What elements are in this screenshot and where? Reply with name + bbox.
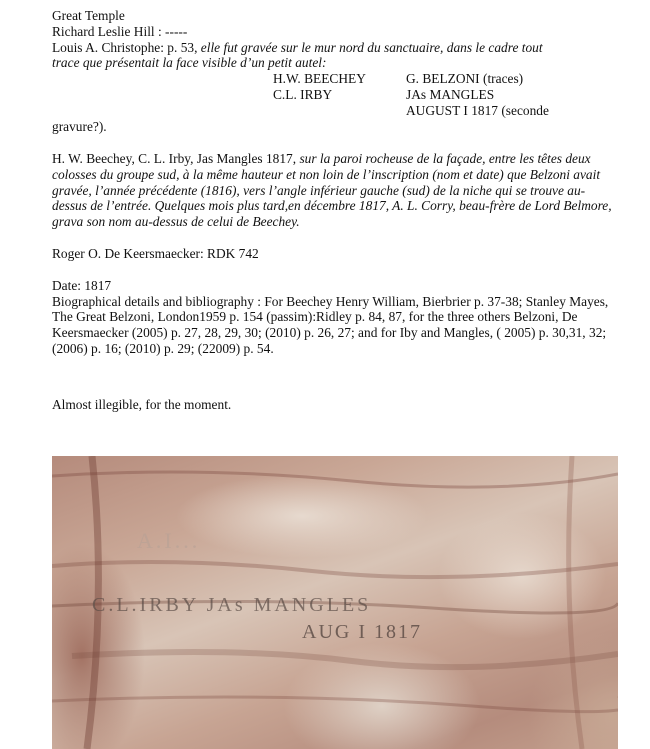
document-title: Great Temple <box>52 8 125 23</box>
name-mangles: JAs MANGLES <box>406 87 495 103</box>
photo-texture <box>52 456 618 749</box>
inscription-names <box>52 71 612 119</box>
name-irby: C.L. IRBY <box>273 87 333 103</box>
inscription-photo <box>52 456 618 749</box>
inscription-continuation: gravure?). <box>52 119 107 135</box>
keersmaecker-reference: Roger O. De Keersmaecker: RDK 742 <box>52 245 259 261</box>
beechey-prefix: H. W. Beechey, C. L. Irby, Jas Mangles 1817, <box>52 150 300 166</box>
christophe-quote-line1: elle fut gravée sur le mur nord du sanctuaire, dans le cadre tout <box>200 39 543 55</box>
name-beechey: H.W. BEECHEY <box>273 71 366 87</box>
document-body <box>52 8 612 413</box>
beechey-text: sur la paroi rocheuse de la façade, entre les têtes deux colosses du groupe sud, à la même hauteur et non loin de l’inscription (nom et date) que Belzoni avait gravée, l’année précédente (1816), vers l’angle inférieur gauche (sud) de la niche qui se trouve au-dessus de l’entrée. Quelques mois plus tard,en décembre 1817, A. L. Corry, beau-frère de Lord Belmore, grava son nom au-dessus de celui de Beechey. <box>52 150 612 230</box>
hill-reference: Richard Leslie Hill : ----- <box>52 23 188 39</box>
christophe-quote-line2: trace que présentait la face visible d’un petit autel: <box>52 55 327 71</box>
inscription-carving-2: C.L.IRBY JAs MANGLES <box>92 594 372 616</box>
christophe-reference <box>52 40 612 56</box>
beechey-paragraph <box>52 151 612 230</box>
note-line: Almost illegible, for the moment. <box>52 396 232 412</box>
inscription-carving-3: AUG I 1817 <box>302 621 422 643</box>
christophe-prefix: Louis A. Christophe: p. 53, <box>52 39 201 55</box>
inscription-carving-1: A.I... <box>137 528 201 553</box>
inscription-date: AUGUST I 1817 (seconde <box>406 103 549 119</box>
bibliography-paragraph: Biographical details and bibliography : For Beechey Henry William, Bierbrier p. 37-38; Stanley Mayes, The Great Belzoni, London1959 p. 154 (passim):Ridley p. 84, 87, for the three others Belzoni, De Keersmaecker (2005) p. 27, 28, 29, 30; (2010) p. 26, 27; and for Iby and Mangles, ( 2005) p. 30,31, 32; (2006) p. 16; (2010) p. 29; (22009) p. 54. <box>52 293 609 356</box>
date-line: Date: 1817 <box>52 277 112 293</box>
name-belzoni: G. BELZONI (traces) <box>406 71 524 87</box>
